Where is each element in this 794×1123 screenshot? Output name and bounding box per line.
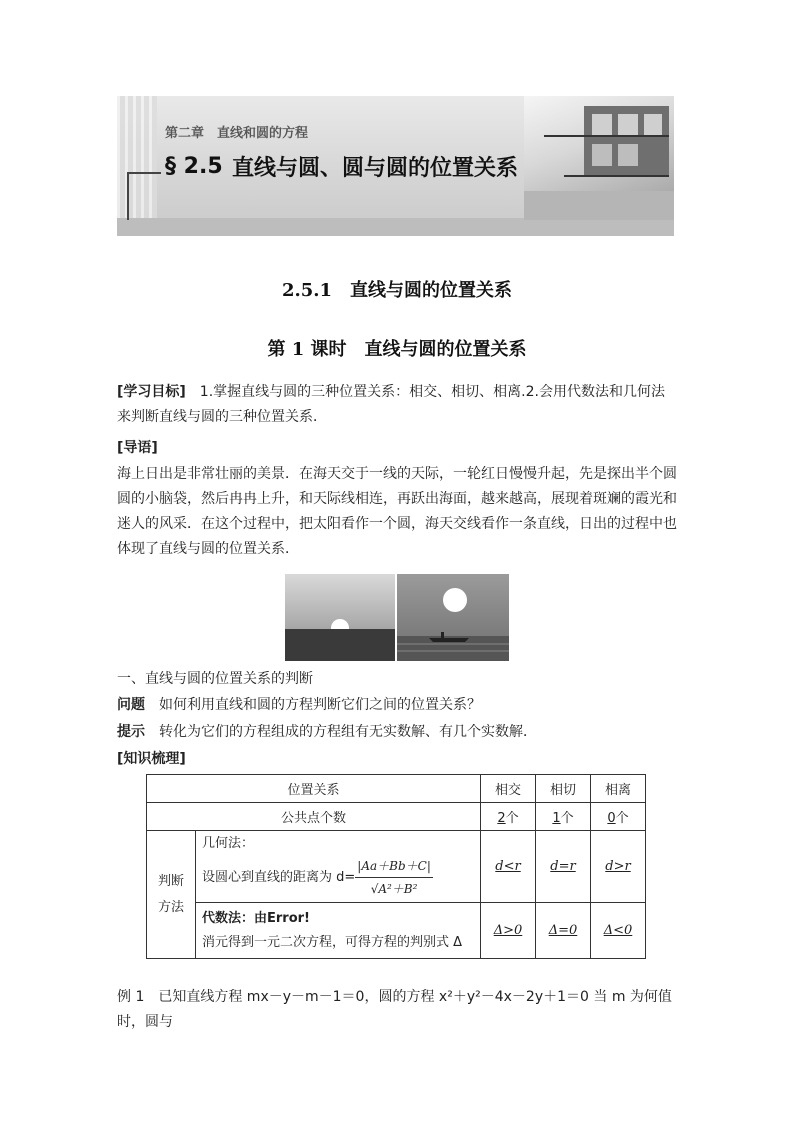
sunrise-photo-2 [397,574,509,661]
intro-text: 海上日出是非常壮丽的美景．在海天交于一线的天际，一轮红日慢慢升起，先是探出半个圆圆的小脑袋，然后冉冉上升，和天际线相连，再跃出海面，越来越高，展现着斑斓的霞光和迷人的风采．在这个过程中，把太阳看作一个圆，海天交线看作一条直线，日出的过程中也体现了直线与圆的位置关系． [117,466,677,557]
geo-cell: d=r [536,831,591,903]
objectives-tag: [学习目标] [117,384,186,400]
alg-cell: Δ>0 [481,903,536,959]
section-bracket [127,172,161,220]
position-relation-table [146,774,646,959]
example-tag: 例 1 [117,989,145,1005]
banner-bottom-band [117,218,674,236]
example-1 [117,985,677,1035]
points-cell: 1个 [536,803,591,831]
header-cell: 相切 [536,775,591,803]
geo-cell: d<r [481,831,536,903]
objectives-text: 1.掌握直线与圆的三种位置关系：相交、相切、相离.2.会用代数法和几何法来判断直线与圆的三种位置关系． [117,384,665,425]
points-label-cell: 公共点个数 [147,803,481,831]
table-header-row [147,775,646,803]
intro-tag [117,436,677,461]
geometric-method-cell [196,831,481,903]
method-label-cell: 判断 方法 [147,831,196,959]
part1-heading: 一、直线与圆的位置关系的判断 [117,671,313,687]
knowledge-tag [117,747,677,772]
subsection-title: 2.5.1 直线与圆的位置关系 [281,280,513,301]
banner-building-image [524,96,674,220]
algebraic-method-cell [196,903,481,959]
header-cell: 位置关系 [147,775,481,803]
hint-text: 转化为它们的方程组成的方程组有无实数解、有几个实数解． [145,724,537,740]
question-tag: 问题 [117,697,145,713]
section-title: 直线与圆、圆与圆的位置关系 [232,156,519,181]
table-row [147,803,646,831]
table-row [147,831,646,903]
alg-cell: Δ<0 [591,903,646,959]
hint-line [117,720,677,745]
lesson-title: 第 1 课时 直线与圆的位置关系 [267,339,527,360]
alg-cell: Δ=0 [536,903,591,959]
alg-title: 代数法：由Error! [202,910,310,926]
question-text: 如何利用直线和圆的方程判断它们之间的位置关系？ [145,697,481,713]
geo-formula-line: 设圆心到直线的距离为 d= $\frac{|Aa+Bb+C|}{\text{√A²＋B²}}$ [202,855,474,900]
geo-title: 几何法： [202,836,255,851]
points-cell: 2个 [481,803,536,831]
header-cell: 相交 [481,775,536,803]
chapter-label: 第二章 直线和圆的方程 [165,126,309,141]
header-cell: 相离 [591,775,646,803]
example-text: 已知直线方程 mx－y－m－1＝0，圆的方程 x²＋y²－4x－2y＋1＝0 当 m 为何值时，圆与 [117,989,672,1030]
table-row [147,903,646,959]
points-cell: 0个 [591,803,646,831]
learning-objectives [117,380,677,430]
hint-tag: 提示 [117,724,145,740]
geo-cell: d>r [591,831,646,903]
section-number: § 2.5 [165,154,223,179]
knowledge-tag-label: [知识梳理] [117,751,186,767]
sunrise-photo-1 [285,574,395,661]
distance-formula: $\frac{|Aa+Bb+C|}{\text{√A²＋B²}}$ [355,855,433,900]
alg-text: 消元得到一元二次方程，可得方程的判别式 Δ [202,934,463,950]
intro-tag-label: [导语] [117,440,158,456]
question-line [117,693,677,718]
